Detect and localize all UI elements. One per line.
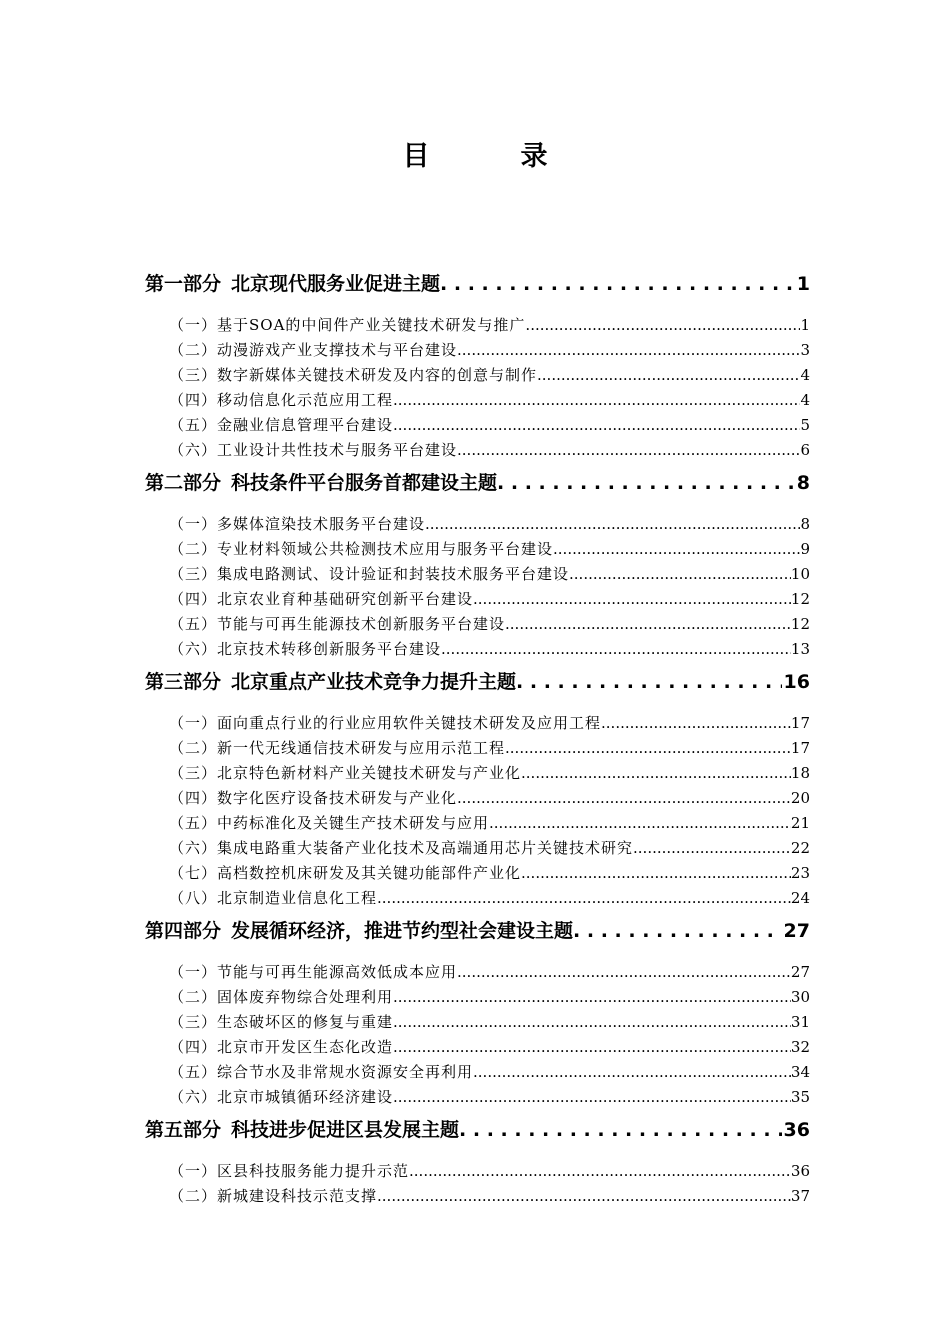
toc-item-label: （二）固体废弃物综合处理利用 (169, 988, 394, 1006)
toc-part-2[interactable] (145, 467, 810, 500)
dot-leader (473, 1060, 791, 1085)
dot-leader (489, 811, 791, 836)
part-label: 第三部分 (145, 671, 222, 693)
toc-item[interactable] (145, 612, 810, 637)
part-label: 第一部分 (145, 273, 222, 295)
part-page-number: 27 (783, 920, 810, 942)
toc-item-page: 27 (790, 963, 810, 981)
toc-item[interactable] (145, 761, 810, 786)
part-name: 发展循环经济，推进节约型社会建设主题 (231, 920, 574, 942)
toc-item-page: 17 (790, 714, 810, 732)
toc-item-page: 34 (790, 1063, 810, 1081)
dot-leader (521, 761, 791, 786)
toc-item-label: （五）中药标准化及关键生产技术研发与应用 (169, 814, 490, 832)
dot-leader (457, 960, 791, 985)
toc-item-label: （六）集成电路重大装备产业化技术及高端通用芯片关键技术研究 (169, 839, 634, 857)
toc-item-label: （七）高档数控机床研发及其关键功能部件产业化 (169, 864, 522, 882)
toc-item[interactable] (145, 313, 810, 338)
toc-item[interactable] (145, 1184, 810, 1209)
dot-leader (440, 268, 795, 301)
dot-leader (409, 1159, 791, 1184)
toc-item-label: （三）生态破坏区的修复与重建 (169, 1013, 394, 1031)
toc-item-label: （六）北京技术转移创新服务平台建设 (169, 640, 442, 658)
toc-item[interactable] (145, 438, 810, 463)
toc-item[interactable] (145, 985, 810, 1010)
dot-leader (537, 363, 800, 388)
toc-item-page: 12 (790, 590, 810, 608)
toc-item-page: 21 (790, 814, 810, 832)
toc-item-page: 22 (790, 839, 810, 857)
toc-item-page: 18 (790, 764, 810, 782)
toc-item-label: （三）集成电路测试、设计验证和封装技术服务平台建设 (169, 565, 570, 583)
toc-item-page: 36 (790, 1162, 810, 1180)
dot-leader (393, 1035, 791, 1060)
page-title: 目 录 (402, 141, 580, 172)
part-label: 第四部分 (145, 920, 222, 942)
toc-item-page: 20 (790, 789, 810, 807)
dot-leader (633, 836, 791, 861)
dot-leader (601, 711, 791, 736)
toc-item[interactable] (145, 338, 810, 363)
dot-leader (573, 915, 782, 948)
toc-item[interactable] (145, 512, 810, 537)
part-label: 第五部分 (145, 1119, 222, 1141)
part-name: 北京重点产业技术竞争力提升主题 (231, 671, 517, 693)
dot-leader (441, 637, 791, 662)
toc-item-label: （五）节能与可再生能源技术创新服务平台建设 (169, 615, 506, 633)
dot-leader (457, 338, 800, 363)
part-label: 第二部分 (145, 472, 222, 494)
toc-item-label: （二）专业材料领域公共检测技术应用与服务平台建设 (169, 540, 554, 558)
dot-leader (377, 886, 791, 911)
toc-item-page: 24 (790, 889, 810, 907)
part-page-number: 8 (796, 472, 810, 494)
toc-item-label: （六）工业设计共性技术与服务平台建设 (169, 441, 458, 459)
toc-item-label: （五）综合节水及非常规水资源安全再利用 (169, 1063, 474, 1081)
toc-item-label: （一）面向重点行业的行业应用软件关键技术研发及应用工程 (169, 714, 602, 732)
dot-leader (393, 1010, 791, 1035)
toc-item-page: 35 (790, 1088, 810, 1106)
toc-item-label: （四）移动信息化示范应用工程 (169, 391, 394, 409)
toc-item-page: 4 (800, 366, 810, 384)
table-of-contents (145, 268, 810, 1209)
toc-item[interactable] (145, 861, 810, 886)
toc-item[interactable] (145, 587, 810, 612)
toc-item[interactable] (145, 537, 810, 562)
toc-item[interactable] (145, 786, 810, 811)
toc-item[interactable] (145, 960, 810, 985)
toc-part-5[interactable] (145, 1114, 810, 1147)
toc-item[interactable] (145, 388, 810, 413)
dot-leader (525, 313, 800, 338)
toc-item-label: （二）新一代无线通信技术研发与应用示范工程 (169, 739, 506, 757)
toc-item-page: 32 (790, 1038, 810, 1056)
toc-item-page: 3 (800, 341, 810, 359)
dot-leader (516, 666, 782, 699)
toc-item-page: 30 (790, 988, 810, 1006)
toc-item[interactable] (145, 562, 810, 587)
toc-item-label: （一）基于SOA的中间件产业关键技术研发与推广 (169, 316, 526, 334)
toc-item[interactable] (145, 363, 810, 388)
dot-leader (505, 736, 791, 761)
toc-item-label: （四）北京农业育种基础研究创新平台建设 (169, 590, 474, 608)
toc-item-label: （三）数字新媒体关键技术研发及内容的创意与制作 (169, 366, 538, 384)
toc-item[interactable] (145, 1035, 810, 1060)
toc-item-label: （三）北京特色新材料产业关键技术研发与产业化 (169, 764, 522, 782)
dot-leader (553, 537, 800, 562)
toc-item-label: （五）金融业信息管理平台建设 (169, 416, 394, 434)
part-name: 科技进步促进区县发展主题 (231, 1119, 460, 1141)
toc-item-label: （四）北京市开发区生态化改造 (169, 1038, 394, 1056)
toc-item[interactable] (145, 413, 810, 438)
dot-leader (497, 467, 795, 500)
toc-item-page: 31 (790, 1013, 810, 1031)
toc-part-4[interactable] (145, 915, 810, 948)
toc-part-3[interactable] (145, 666, 810, 699)
toc-item-page: 12 (790, 615, 810, 633)
toc-item-page: 1 (800, 316, 810, 334)
part-name: 北京现代服务业促进主题 (231, 273, 441, 295)
dot-leader (393, 1085, 791, 1110)
toc-item-label: （二）动漫游戏产业支撑技术与平台建设 (169, 341, 458, 359)
part-name: 科技条件平台服务首都建设主题 (231, 472, 498, 494)
toc-item-label: （一）区县科技服务能力提升示范 (169, 1162, 410, 1180)
toc-item-page: 8 (800, 515, 810, 533)
toc-item[interactable] (145, 1159, 810, 1184)
toc-item-label: （四）数字化医疗设备技术研发与产业化 (169, 789, 458, 807)
toc-item-page: 9 (800, 540, 810, 558)
toc-item[interactable] (145, 836, 810, 861)
toc-item[interactable] (145, 736, 810, 761)
part-page-number: 1 (796, 273, 810, 295)
dot-leader (459, 1114, 782, 1147)
toc-item-label: （二）新城建设科技示范支撑 (169, 1187, 378, 1205)
toc-item-label: （八）北京制造业信息化工程 (169, 889, 378, 907)
dot-leader (521, 861, 791, 886)
dot-leader (505, 612, 791, 637)
toc-item[interactable] (145, 637, 810, 662)
toc-item-page: 13 (790, 640, 810, 658)
toc-item-page: 4 (800, 391, 810, 409)
dot-leader (473, 587, 791, 612)
toc-item[interactable] (145, 886, 810, 911)
toc-item-page: 17 (790, 739, 810, 757)
toc-item-page: 37 (790, 1187, 810, 1205)
dot-leader (377, 1184, 791, 1209)
toc-item-page: 10 (790, 565, 810, 583)
toc-item-page: 23 (790, 864, 810, 882)
dot-leader (569, 562, 791, 587)
toc-item[interactable] (145, 1085, 810, 1110)
dot-leader (393, 413, 800, 438)
part-page-number: 36 (783, 1119, 810, 1141)
part-page-number: 16 (783, 671, 810, 693)
toc-item[interactable] (145, 1010, 810, 1035)
toc-item-label: （一）多媒体渲染技术服务平台建设 (169, 515, 426, 533)
dot-leader (393, 985, 791, 1010)
toc-part-1[interactable] (145, 268, 810, 301)
toc-item-label: （六）北京市城镇循环经济建设 (169, 1088, 394, 1106)
dot-leader (457, 438, 800, 463)
toc-item-page: 6 (800, 441, 810, 459)
toc-item-page: 5 (800, 416, 810, 434)
toc-item[interactable] (145, 711, 810, 736)
dot-leader (393, 388, 800, 413)
toc-item[interactable] (145, 1060, 810, 1085)
toc-item[interactable] (145, 811, 810, 836)
dot-leader (425, 512, 800, 537)
toc-item-label: （一）节能与可再生能源高效低成本应用 (169, 963, 458, 981)
dot-leader (457, 786, 791, 811)
